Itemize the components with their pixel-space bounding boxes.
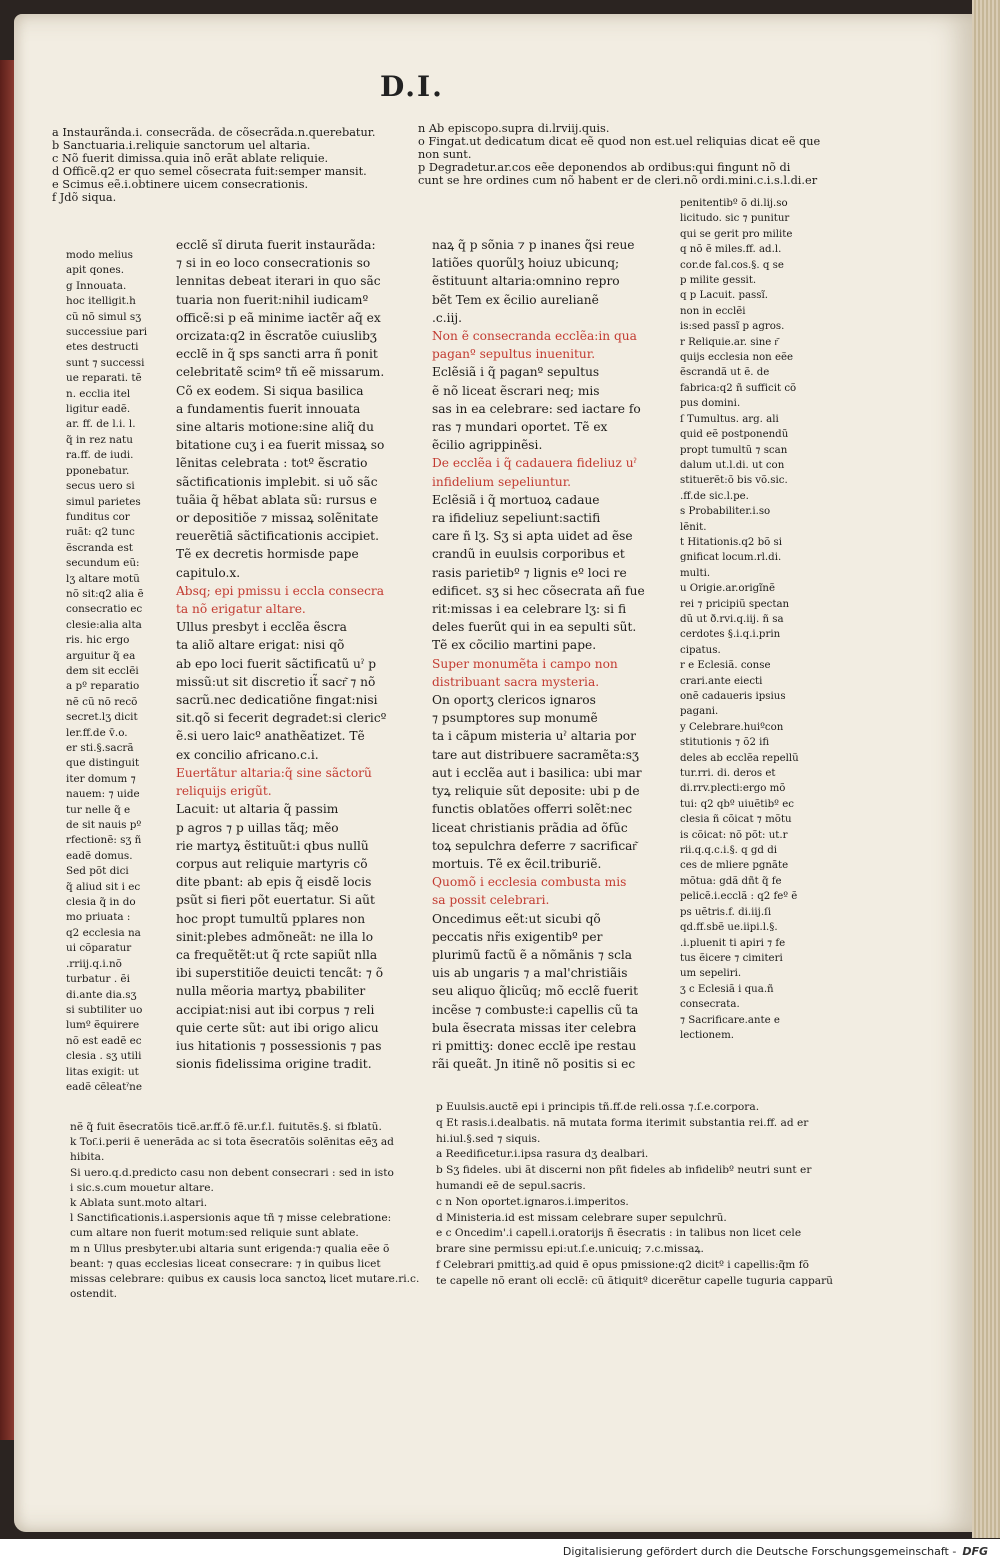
gloss-line: cunt se hre ordines cum nõ habent er de cleri.nõ ordi.mini.c.i.s.l.di.er: [418, 174, 818, 188]
binding-edge: [0, 60, 14, 1440]
text-line: officẽ:si p eã minime iactẽr aq̃ ex: [176, 310, 381, 325]
margin-line: r e Eclesiã. conse: [680, 660, 771, 672]
text-line: ẽcilio agrippinẽsi.: [432, 438, 543, 453]
margin-line: is:sed passĩ p agros.: [680, 321, 785, 333]
margin-line: fabrica:q2 ñ sufficit cõ: [680, 382, 797, 394]
bottom-right-gloss: [436, 1100, 836, 1290]
text-line: Tẽ ex decretis hormisde pape: [176, 547, 359, 562]
right-margin-gloss: [680, 196, 810, 1043]
text-line: sine altaris motione:sine aliq̃ du: [176, 420, 374, 435]
rubric-heading: De ecclẽa i q̃ cadauera fideliuz uˀ: [432, 456, 637, 471]
margin-line: mõtua: gdã dñt q̃ fe: [680, 875, 782, 887]
margin-line: q̃ aliud sit i ec: [66, 880, 141, 893]
text-line: ta aliõ altare erigat: nisi qõ: [176, 638, 345, 653]
signature-mark: D.I.: [380, 70, 444, 103]
margin-line: clesia . sʒ utili: [66, 1050, 142, 1063]
margin-line: propt tumultũ ⁊ scan: [680, 444, 788, 456]
text-line: sacrũ.nec dedicatiõne fingat:nisi: [176, 693, 378, 708]
margin-line: secret.lʒ dicit: [66, 711, 138, 724]
margin-line: onẽ cadaueris ipsius: [680, 691, 786, 702]
margin-line: ⁊ Sacrificare.ante e: [680, 1014, 780, 1026]
rubric-heading: ta nõ erigatur altare.: [176, 602, 306, 617]
margin-line: lẽnit.: [680, 521, 707, 533]
margin-line: tur.rri. di. deros et: [680, 768, 776, 780]
rubric-heading: Super monumẽta i campo non: [432, 656, 618, 671]
margin-line: sunt ⁊ successi: [66, 356, 145, 369]
text-line: nulla mẽoria martyꝝ pbabiliter: [176, 984, 366, 999]
margin-line: rfectionẽ: sʒ ñ: [66, 834, 142, 847]
text-line: crandũ in euulsis corporibus et: [432, 547, 625, 562]
text-line: seu aliquo q̃licũq; mõ ecclẽ fuerit: [432, 984, 638, 999]
margin-line: t Hitationis.q2 bõ si: [680, 536, 783, 548]
margin-line: arguitur q̃ ea: [66, 649, 136, 662]
text-line: edificet. sʒ si hec cõsecrata añ fue: [432, 583, 645, 598]
margin-line: qui se gerit pro milite: [680, 228, 793, 240]
margin-line: dalum ut.l.di. ut con: [680, 459, 785, 471]
gloss-line: e Scimus eẽ.i.obtinere uicem consecrationis.: [52, 178, 309, 192]
text-line: tare aut distribuere sacramẽta:sʒ: [432, 747, 639, 762]
margin-line: q p Lacuit. passĩ.: [680, 290, 769, 302]
rubric-heading: Absq; epi pmissu i eccla consecra: [176, 583, 384, 598]
text-line: reuerẽtiã sãctificationis accipiet.: [176, 529, 379, 544]
margin-line: ẽscranda est: [66, 541, 133, 554]
margin-line: stituerẽt:õ bis võ.sic.: [680, 475, 788, 487]
margin-line: ler.ff.de v̄.o.: [66, 726, 128, 739]
gloss-line: beant: ⁊ quas ecclesias liceat consecrare: ⁊ in quibus licet: [70, 1257, 381, 1270]
rubric-heading: infidelium sepeliuntur.: [432, 474, 572, 489]
margin-line: stitutionis ⁊ õ2 ifi: [680, 737, 770, 749]
margin-line: is cõicat: nõ põt: ut.r: [680, 829, 788, 841]
text-line: lennitas debeat iterari in quo sãc: [176, 274, 381, 289]
top-left-gloss: [52, 126, 382, 205]
gloss-line: nẽ q̃ fuit ẽsecratõis ticẽ.ar.ff.õ fẽ.ur.f.l. fuitutẽs.§. si fblatũ.: [70, 1121, 382, 1133]
footer-text: Digitalisierung gefördert durch die Deutsche Forschungsgemeinschaft -: [562, 1544, 957, 1558]
gloss-line: a Reedificetur.i.ipsa rasura dʒ dealbari.: [436, 1148, 649, 1161]
margin-line: ẽscrandã ut ẽ. de: [680, 367, 770, 379]
text-line: sit.qõ si fecerit degradet:si clericº: [176, 711, 387, 726]
margin-line: lumº ẽquirere: [66, 1019, 140, 1032]
text-line: mortuis. Tẽ ex ẽcil.triburiẽ.: [432, 856, 602, 871]
margin-line: qd.ff.sbẽ ue.iipi.l.§.: [680, 922, 778, 934]
text-line: ras ⁊ mundari oportet. Tẽ ex: [432, 420, 608, 435]
text-line: ius hitationis ⁊ possessionis ⁊ pas: [176, 1038, 382, 1053]
rubric-heading: sa possit celebrari.: [432, 893, 550, 908]
margin-line: cipatus.: [680, 644, 721, 656]
gloss-line: k Tot͂.i.perii ẽ uenerãda ac si tota ẽsecratõis solẽnitas eẽʒ ad: [70, 1136, 394, 1149]
gloss-line: p Degradetur.ar.cos eẽe deponendos ab ordibus:qui fingunt nõ di: [418, 161, 791, 175]
margin-line: modo melius: [66, 249, 133, 261]
margin-line: nẽ cũ nõ recõ: [66, 695, 138, 708]
text-line: ca frequẽtẽt:ut q̃ rcte sapiũt nlla: [176, 947, 378, 962]
margin-line: tui: q2 qbº uiuẽtibº ec: [680, 798, 794, 810]
margin-line: ps uẽtris.f. di.iij.ſi: [680, 906, 772, 918]
margin-line: lectionem.: [680, 1029, 734, 1041]
margin-line: .i.pluenit ti apiri ⁊ fe: [680, 937, 786, 949]
text-line: tyꝝ reliquie sũt deposite: ubi p de: [432, 784, 640, 799]
text-line: ri pmittiʒ: donec ecclẽ ipe restau: [432, 1038, 637, 1053]
text-line: Cõ ex eodem. Si siqua basilica: [176, 383, 364, 398]
margin-line: q̃ in rez natu: [66, 433, 133, 446]
margin-line: ue reparati. tẽ: [66, 372, 142, 385]
text-line: deles fuerũt qui in ea sepulti sũt.: [432, 620, 637, 635]
margin-line: y Celebrare.huiºcon: [680, 721, 784, 733]
text-line: ra ifideliuz sepeliunt:sactifi: [432, 511, 601, 526]
gloss-line: hi.iul.§.sed ⁊ siquis.: [436, 1132, 541, 1145]
text-line: care ñ lʒ. Sʒ si apta uidet ad ẽse: [432, 529, 633, 544]
gloss-line: cum altare non fuerit motum:sed reliquie sunt ablate.: [70, 1227, 359, 1240]
text-line: plurimũ factũ ẽ a nõmãnis ⁊ scla: [432, 947, 633, 962]
margin-line: p milite gessit.: [680, 275, 757, 287]
margin-line: dem sit ecclẽi: [66, 664, 139, 677]
main-column-right: [432, 236, 672, 1073]
margin-line: rei ⁊ pricipiũ spectan: [680, 598, 790, 610]
margin-line: q2 ecclesia na: [66, 926, 141, 939]
margin-line: di.ante dia.sʒ: [66, 988, 137, 1001]
margin-line: lʒ altare motũ: [66, 572, 140, 585]
gloss-line: d Officẽ.q2 er quo semel cõsecrata fuit:semper mansit.: [52, 165, 367, 179]
digitization-footer: [0, 1539, 1000, 1563]
margin-line: turbatur . ẽi: [66, 973, 130, 986]
margin-line: cũ nõ simul sʒ: [66, 310, 142, 323]
margin-line: n. ecclia itel: [66, 387, 131, 400]
margin-line: mo priuata :: [66, 911, 131, 924]
margin-line: er sti.§.sacrã: [66, 742, 134, 754]
text-line: corpus aut reliquie martyris cõ: [176, 856, 368, 871]
margin-line: .ff.de sic.l.pe.: [680, 490, 749, 502]
margin-line: g Innouata.: [66, 279, 127, 292]
text-line: On oportʒ clericos ignaros: [432, 693, 596, 708]
margin-line: litas exigit: ut: [66, 1065, 139, 1078]
margin-line: nõ sit:q2 alia ẽ: [66, 587, 144, 600]
text-line: ecclẽ sĩ diruta fuerit instaurãda:: [176, 238, 376, 252]
gloss-line: l Sanctificationis.i.aspersionis aque tñ ⁊ misse celebratione:: [70, 1212, 392, 1225]
gloss-line: d Ministeria.id est missam celebrare super sepulchrũ.: [436, 1211, 727, 1224]
margin-line: funditus cor: [66, 510, 130, 523]
rubric-heading: Euertãtur altaria:q̃ sine sãctorũ: [176, 765, 372, 780]
margin-line: cor.de fal.cos.§. q se: [680, 259, 784, 271]
rubric-heading: paganº sepultus inuenitur.: [432, 347, 596, 362]
text-line: ẽstituunt altaria:omnino repro: [432, 274, 620, 289]
margin-line: tur nelle q̃ e: [66, 803, 131, 816]
margin-line: ar. ff. de l.i. l.: [66, 418, 136, 431]
margin-line: di.rrv.plecti:ergo mõ: [680, 783, 786, 795]
gloss-line: f Celebrari pmittiʒ.ad quid ẽ opus pmissione:q2 dicitº i capellis:q̃m fõ: [436, 1258, 810, 1271]
text-line: incẽse ⁊ combuste:i capellis cũ ta: [432, 1002, 639, 1017]
text-line: quie certe sũt: aut ibi origo alicu: [176, 1020, 379, 1035]
text-line: Oncedimus eẽt:ut sicubi qõ: [432, 911, 601, 926]
text-line: ta i cãpum misteria uˀ altaria por: [432, 729, 636, 744]
margin-line: ris. hic ergo: [66, 634, 130, 647]
text-line: psũt si fieri põt euertatur. Si aũt: [176, 893, 375, 908]
margin-line: gnificat locum.rl.di.: [680, 552, 782, 564]
gloss-line: k Ablata sunt.moto altari.: [70, 1197, 208, 1210]
text-line: ẽ nõ liceat ẽscrari neq; mis: [432, 383, 600, 398]
gloss-line: p Euulsis.auctẽ epi i principis tñ.ff.de reli.ossa ⁊.ſ.e.corpora.: [436, 1101, 760, 1113]
text-line: aut i ecclẽa aut i basilica: ubi mar: [432, 765, 642, 780]
rubric-heading: reliquijs erigũt.: [176, 784, 272, 799]
margin-line: a pº reparatio: [66, 680, 140, 693]
rubric-heading: Quomõ i ecclesia combusta mis: [432, 875, 627, 890]
main-column-left: [176, 236, 416, 1073]
text-line: dite pbant: ab epis q̃ eisdẽ locis: [176, 875, 372, 890]
margin-line: pus domini.: [680, 398, 741, 410]
margin-line: s Probabiliter.i.so: [680, 506, 771, 518]
text-line: ecclẽ in q̃ sps sancti arra ñ ponit: [176, 347, 378, 362]
text-line: Eclẽsiã i q̃ paganº sepultus: [432, 365, 600, 380]
text-line: peccatis nr̃is exigentibº per: [432, 929, 603, 944]
text-line: hoc propt tumultũ pplares non: [176, 911, 366, 926]
gloss-line: c Nõ fuerit dimissa.quia inõ erãt ablate reliquie.: [52, 152, 329, 166]
margin-line: ces de mliere pgnãte: [680, 860, 789, 872]
margin-line: pponebatur.: [66, 464, 130, 477]
text-line: sionis fidelissima origine tradit.: [176, 1057, 372, 1072]
text-line: missũ:ut sit discretio it̃ sacr͂ ⁊ nõ: [176, 674, 376, 689]
margin-line: .rriij.q.i.nõ: [66, 957, 122, 970]
gloss-line: n Ab episcopo.supra di.lrviij.quis.: [418, 122, 610, 135]
text-line: bitatione cuʒ i ea fuerit missaꝝ so: [176, 438, 385, 453]
text-line: or depositiõe ⁊ missaꝝ solẽnitate: [176, 511, 379, 526]
dfg-logo: DFG: [962, 1544, 988, 1558]
text-line: tuãia q̃ hẽbat ablata sũ: rursus e: [176, 492, 377, 507]
gloss-line: b Sʒ fideles. ubi ãt discerni non pñt fideles ab infidelibº neutri sunt er: [436, 1164, 812, 1177]
margin-line: clesia q̃ in do: [66, 896, 136, 909]
gloss-line: hibita.: [70, 1151, 105, 1164]
gloss-line: m n Ullus presbyter.ubi altaria sunt erigenda:⁊ qualia eẽe õ: [70, 1242, 390, 1255]
bottom-left-gloss: [70, 1120, 430, 1302]
left-margin-gloss: [66, 248, 166, 1095]
text-line: a fundamentis fuerit innouata: [176, 401, 361, 416]
margin-line: r Reliquie.ar. sine r͂: [680, 336, 778, 348]
margin-line: nõ est eadẽ ec: [66, 1034, 142, 1047]
text-line: sas in ea celebrare: sed iactare fo: [432, 401, 641, 416]
text-line: rãi queãt. Jn itinẽ nõ positis si ec: [432, 1057, 636, 1072]
gloss-line: ostendit.: [70, 1288, 117, 1301]
margin-line: Sed põt dici: [66, 865, 129, 878]
gloss-line: missas celebrare: quibus ex causis loca sanctoꝝ licet mutare.ri.c.: [70, 1273, 420, 1286]
text-line: lẽnitas celebrata : totº ẽscratio: [176, 456, 368, 471]
gloss-line: e c Oncedim'.i capell.i.oratorijs ñ ẽsecratis : in talibus non licet cele: [436, 1227, 802, 1240]
gloss-line: Si uero.q.d.predicto casu non debent consecrari : sed in isto: [70, 1166, 394, 1179]
text-line: accipiat:nisi aut ibi corpus ⁊ reli: [176, 1002, 375, 1017]
margin-line: crari.ante eiecti: [680, 675, 763, 687]
text-line: orcizata:q2 in ẽscratõe cuiuslibʒ: [176, 329, 377, 344]
margin-line: rii.q.q.c.i.§. q gd di: [680, 845, 777, 857]
text-line: tuaria non fuerit:nihil iudicamº: [176, 292, 369, 307]
text-line: functis oblatões offerri solẽt:nec: [432, 802, 633, 817]
text-line: Tẽ ex cõcilio martini pape.: [432, 638, 597, 653]
margin-line: q nõ ẽ miles.ff. ad.l.: [680, 244, 782, 256]
margin-line: tus ẽicere ⁊ cimiteri: [680, 952, 783, 964]
margin-line: pagani.: [680, 706, 719, 718]
margin-line: simul parietes: [66, 495, 141, 508]
margin-line: hoc itelligit.h: [66, 295, 136, 308]
margin-line: u Origie.ar.origĩnẽ: [680, 583, 776, 595]
margin-line: pelicẽ.i.ecclã : q2 feº ẽ: [680, 891, 798, 903]
text-line: Ullus presbyt i ecclẽa ẽscra: [176, 620, 347, 635]
margin-line: de sit nauis pº: [66, 819, 142, 832]
page-edges: [972, 0, 1000, 1538]
margin-line: apit qones.: [66, 264, 125, 277]
text-line: p agros ⁊ p uillas tãq; mẽo: [176, 820, 339, 835]
margin-line: si subtiliter uo: [66, 1003, 143, 1016]
margin-line: um sepeliri.: [680, 968, 742, 980]
text-line: Lacuit: ut altaria q̃ passim: [176, 802, 339, 817]
text-line: celebritatẽ scimº tñ eẽ missarum.: [176, 365, 385, 380]
text-line: capitulo.x.: [176, 565, 241, 580]
gloss-line: a Instaurãnda.i. consecrãda. de cõsecrãda.n.querebatur.: [52, 126, 376, 139]
margin-line: clesie:alia alta: [66, 618, 142, 631]
margin-line: consecrata.: [680, 999, 740, 1011]
text-line: ⁊ si in eo loco consecrationis so: [176, 256, 371, 271]
gloss-line: i sic.s.cum mouetur altare.: [70, 1181, 214, 1194]
gloss-line: c n Non oportet.ignaros.i.imperitos.: [436, 1195, 629, 1208]
text-line: sinit:plebes admõneãt: ne illa lo: [176, 929, 374, 944]
margin-line: consecratio ec: [66, 603, 143, 616]
margin-line: clesia ñ cõicat ⁊ mõtu: [680, 814, 792, 826]
margin-line: penitentibº õ di.lij.so: [680, 198, 788, 209]
margin-line: cerdotes §.i.q.i.prin: [680, 629, 781, 641]
gloss-line: b Sanctuaria.i.reliquie sanctorum uel altaria.: [52, 139, 311, 153]
rubric-heading: Non ẽ consecranda ecclẽa:in qua: [432, 329, 637, 344]
text-line: liceat christianis prãdia ad õfũc: [432, 820, 628, 835]
margin-line: etes destructi: [66, 341, 139, 354]
text-line: ex concilio africano.c.i.: [176, 747, 319, 762]
margin-line: eadẽ domus.: [66, 849, 133, 862]
text-line: Eclẽsiã i q̃ mortuoꝝ cadaue: [432, 492, 600, 507]
margin-line: ligitur eadẽ.: [66, 403, 131, 416]
text-line: naꝝ q̃ p sõnia ⁊ p inanes q̃si reue: [432, 238, 635, 252]
rubric-heading: distribuant sacra mysteria.: [432, 674, 600, 689]
text-line: uis ab ungaris ⁊ a mal'christiãis: [432, 966, 628, 981]
margin-line: iter domum ⁊: [66, 772, 136, 785]
text-line: sãctificationis implebit. si uõ sãc: [176, 474, 378, 489]
margin-line: multi.: [680, 567, 711, 579]
text-line: bẽt Tem ex ẽcilio aurelianẽ: [432, 292, 599, 307]
gloss-line: non sunt.: [418, 148, 472, 162]
text-line: rit:missas i ea celebrare lʒ: si fi: [432, 602, 627, 617]
margin-line: ui cõparatur: [66, 942, 132, 955]
text-line: ⁊ psumptores sup monumẽ: [432, 711, 598, 726]
margin-line: ʒ c Eclesiã i qua.ñ: [680, 983, 774, 995]
margin-line: nauem: ⁊ uide: [66, 788, 140, 801]
gloss-line: f Jdõ siqua.: [52, 191, 117, 205]
text-line: ibi superstitiõe deuicti tencãt: ⁊ õ: [176, 966, 384, 981]
margin-line: quijs ecclesia non eẽe: [680, 352, 794, 364]
margin-line: deles ab ecclẽa repellũ: [680, 752, 799, 764]
margin-line: que distinguit: [66, 757, 140, 770]
text-line: ẽ.si uero laicº anathẽatizet. Tẽ: [176, 729, 365, 744]
gloss-line: o Fingat.ut dedicatum dicat eẽ quod non est.uel reliquias dicat eẽ que: [418, 135, 821, 149]
text-line: rasis parietibº ⁊ lignis eº loci re: [432, 565, 627, 580]
margin-line: secundum eũ:: [66, 557, 140, 570]
top-right-gloss: [418, 122, 821, 188]
margin-line: licitudo. sic ⁊ punitur: [680, 213, 790, 225]
text-line: toꝝ sepulchra deferre ⁊ sacrificar͂: [432, 838, 637, 853]
gloss-line: humandi eẽ de sepul.sacris.: [436, 1179, 586, 1192]
margin-line: secus uero si: [66, 480, 135, 493]
gloss-line: te capelle nõ erant oli ecclẽ: cũ ãtiquitº dicerẽtur capelle tuguria capparũ: [436, 1274, 833, 1287]
margin-line: eadẽ cẽleatˀne: [66, 1080, 143, 1093]
text-line: bula ẽsecrata missas iter celebra: [432, 1020, 637, 1035]
text-line: latiões quorũlʒ hoiuz ubicunq;: [432, 256, 620, 271]
margin-line: dũ ut ð.rvi.q.iij. ñ sa: [680, 613, 784, 625]
margin-line: ruãt: q2 tunc: [66, 526, 135, 539]
margin-line: ſ Tumultus. arg. ali: [680, 413, 779, 425]
text-line: .c.iij.: [432, 310, 463, 325]
margin-line: ra.ff. de iudi.: [66, 449, 134, 462]
margin-line: quid eẽ postponendũ: [680, 429, 789, 441]
gloss-line: q Et rasis.i.dealbatis. nã mutata forma iterimit substantia rei.ff. ad er: [436, 1116, 809, 1129]
text-line: rie martyꝝ ẽstituũt:i qbus nullũ: [176, 838, 369, 853]
margin-line: non in ecclẽi: [680, 305, 746, 317]
text-line: ab epo loci fuerit sãctificatũ uˀ p: [176, 656, 376, 671]
margin-line: successiue pari: [66, 326, 148, 339]
gloss-line: brare sine permissu epi:ut.ſ.e.unicuiq; ⁊.c.missaꝝ.: [436, 1243, 704, 1256]
